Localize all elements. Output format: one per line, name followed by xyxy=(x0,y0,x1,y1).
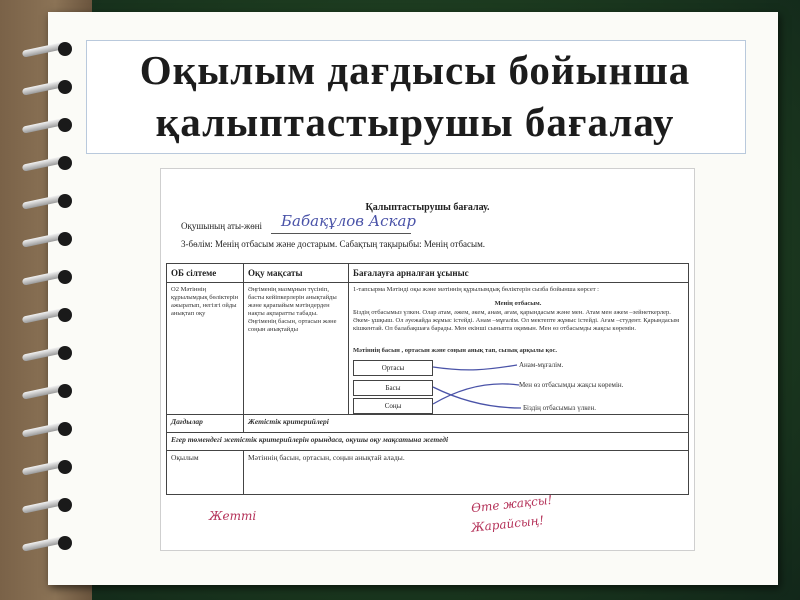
row-divider-2 xyxy=(167,432,688,433)
box-beginning: Басы xyxy=(353,380,433,396)
spiral-ring xyxy=(18,306,82,324)
title-line-2: қалыптастырушы бағалау xyxy=(155,99,675,145)
handwritten-praise-1: Өте жақсы! xyxy=(470,492,554,516)
scanned-document xyxy=(160,168,695,551)
handwritten-praise-2: Жарайсың! xyxy=(470,513,545,535)
col2-header: Оқу мақсаты xyxy=(248,268,303,278)
spiral-ring xyxy=(18,458,82,476)
spiral-ring xyxy=(18,268,82,286)
spiral-ring xyxy=(18,192,82,210)
spiral-ring xyxy=(18,420,82,438)
skills-divider xyxy=(243,414,244,432)
story-text: Біздің отбасымыз үлкен. Олар атам, әжем, әкем, анам, ағам, қарындасым және мен. Атам мен әжем –зейнеткерлер. Әкем- ұшқыш. Ол әуежайда жұмыс істейді. Анам –мұғалім. Ол мектепте жұмыс істейді. Ағам –студент. Қарындасым кішкентай. Ол балабақшаға барады. Мен екінші сыныпта оқимын. Мен өз отбасымды жақсы көремін. xyxy=(353,309,680,332)
assessment-table xyxy=(166,263,689,495)
col2-text: Әңгіменің мазмұнын түсініп, басты кейіпкерлерін анықтайды және қарапайым мәтіндерден нақты ақпаратты табады. Әңгіменің басын, ортасын және соңын анықтайды xyxy=(248,286,337,333)
row-divider-1 xyxy=(167,414,688,415)
spiral-ring xyxy=(18,78,82,96)
story-title: Менің отбасым. xyxy=(494,300,542,307)
spiral-ring xyxy=(18,496,82,514)
box-end: Соңы xyxy=(353,398,433,414)
spiral-ring xyxy=(18,116,82,134)
reading-criterion: Мәтіннің басын, ортасын, соңын анықтай алады. xyxy=(248,453,405,462)
student-name-handwritten: Бабақұлов Аскар xyxy=(281,212,417,230)
sentence-1: Анам-мұғалім. xyxy=(519,361,564,369)
task-text: 1-тапсырма Мәтінді оқы және мәтіннің құрылымдық бөліктерін сызба бойынша көрсет : xyxy=(353,286,599,293)
spiral-ring xyxy=(18,154,82,172)
spiral-ring xyxy=(18,230,82,248)
student-label: Оқушының аты-жөні xyxy=(181,221,263,231)
col3-header: Бағалауға арналған ұсыныс xyxy=(353,268,469,278)
spiral-ring xyxy=(18,382,82,400)
col1-header: ОБ сілтеме xyxy=(171,268,217,278)
box-middle: Ортасы xyxy=(353,360,433,376)
spiral-ring xyxy=(18,344,82,362)
title-line-1: Оқылым дағдысы бойынша xyxy=(139,47,691,93)
reading-divider xyxy=(243,450,244,494)
criteria-label: Жетістік критерийлері xyxy=(248,417,329,426)
reading-label: Оқылым xyxy=(171,453,199,462)
slide-title xyxy=(86,44,744,148)
criteria-condition: Егер төмендегі жетістік критерийлерін орындаса, оқушы оқу мақсатына жетеді xyxy=(171,435,449,444)
section-line: 3-бөлім: Менің отбасым және достарым. Сабақтың тақырыбы: Менің отбасым. xyxy=(181,239,486,249)
spiral-ring xyxy=(18,534,82,552)
sentence-3: Біздің отбасымыз үлкен. xyxy=(523,404,597,412)
col1-text: О2 Мәтіннің құрылымдық бөліктерін ажыратып, негізгі ойды анықтап оқу xyxy=(171,286,239,317)
sentence-2: Мен өз отбасымды жақсы көремін. xyxy=(519,381,624,389)
document-heading: Қалыптастырушы бағалау. xyxy=(365,202,490,213)
skills-label: Дағдылар xyxy=(171,417,203,426)
matching-lines xyxy=(167,264,688,494)
match-instruction: Мәтіннің басын , ортасын және соңын анық тап, сызық арқылы қос. xyxy=(353,347,558,354)
row-divider-3 xyxy=(167,450,688,451)
handwritten-grade: Жетті xyxy=(209,509,257,523)
spiral-ring xyxy=(18,40,82,58)
name-underline xyxy=(271,233,411,234)
